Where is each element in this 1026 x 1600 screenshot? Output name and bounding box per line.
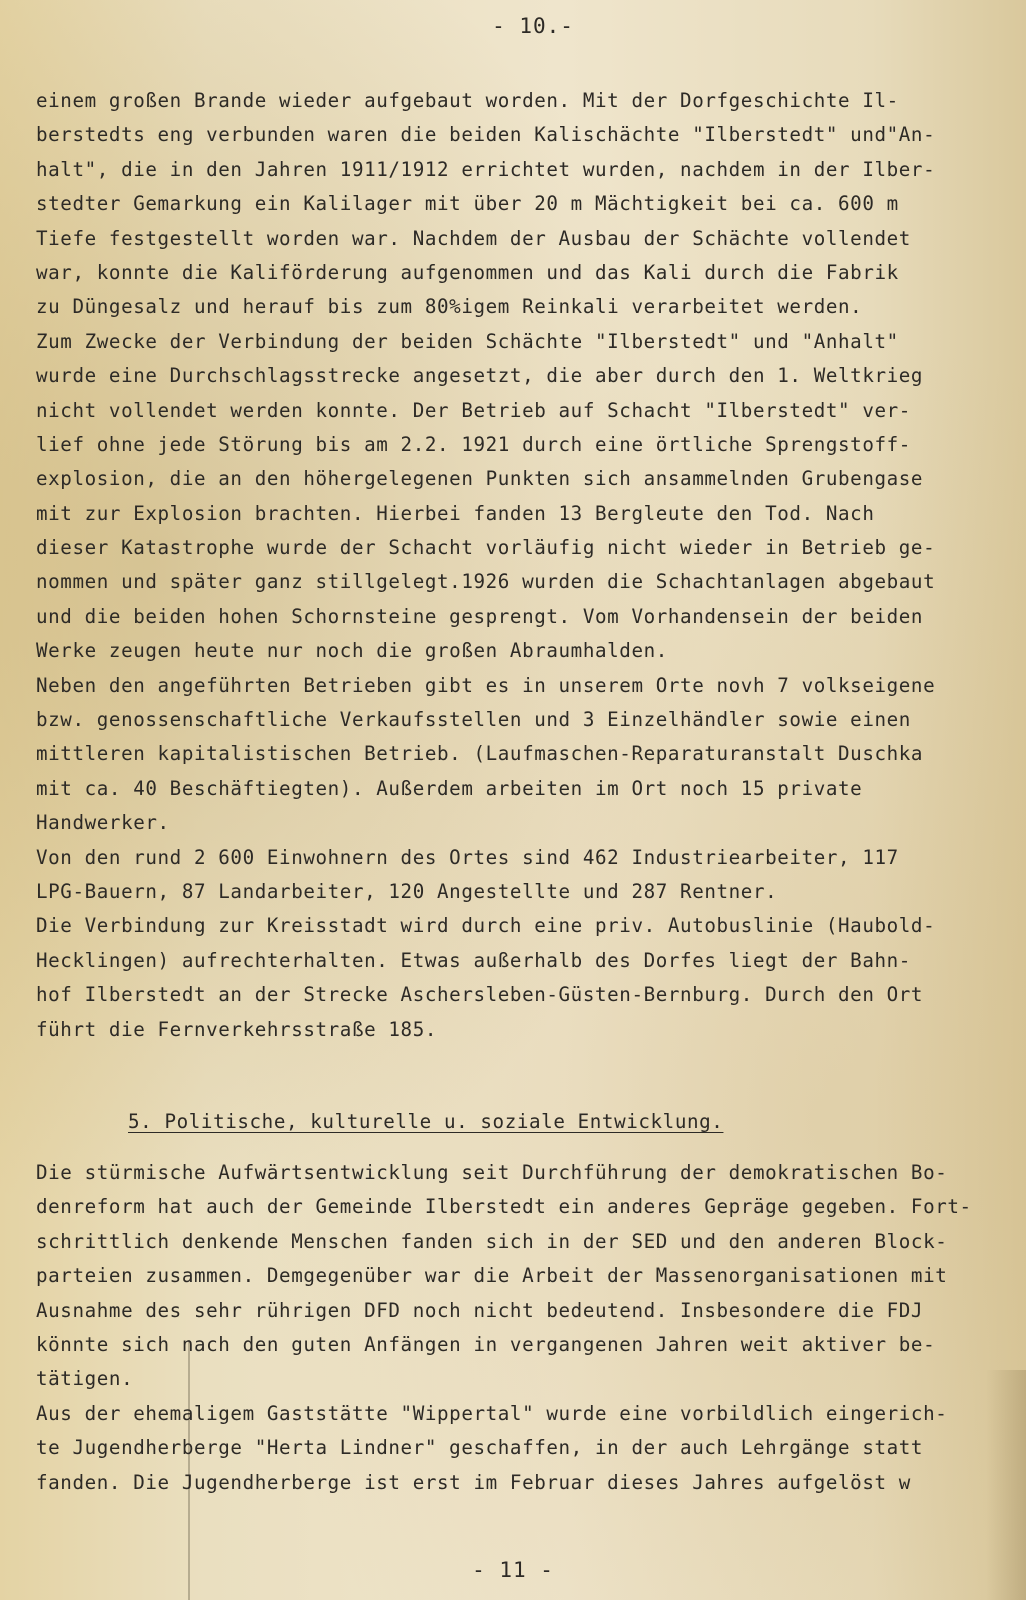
text-line: Von den rund 2 600 Einwohnern des Ortes sind 462 Industriearbeiter, 117 <box>36 845 899 869</box>
text-line: Zum Zwecke der Verbindung der beiden Schächte "Ilberstedt" und "Anhalt" <box>36 329 899 353</box>
section-heading: 5. Politische, kulturelle u. soziale Entwicklung. <box>128 1110 724 1133</box>
text-line: mit zur Explosion brachten. Hierbei fanden 13 Bergleute den Tod. Nach <box>36 501 875 525</box>
text-line: könnte sich nach den guten Anfängen in vergangenen Jahren weit aktiver be- <box>36 1332 936 1356</box>
text-line: parteien zusammen. Demgegenüber war die Arbeit der Massenorganisationen mit <box>36 1264 948 1288</box>
text-line: und die beiden hohen Schornsteine gesprengt. Vom Vorhandensein der beiden <box>36 604 924 628</box>
text-line: LPG-Bauern, 87 Landarbeiter, 120 Angestellte und 287 Rentner. <box>36 879 778 903</box>
section1-paragraph <box>36 84 981 1047</box>
text-line: dieser Katastrophe wurde der Schacht vorläufig nicht wieder in Betrieb ge- <box>36 536 936 560</box>
text-line: Ausnahme des sehr rührigen DFD noch nicht bedeutend. Insbesondere die FDJ <box>36 1298 924 1322</box>
text-line: schrittlich denkende Menschen fanden sich in der SED und den anderen Block- <box>36 1229 948 1253</box>
text-line: Werke zeugen heute nur noch die großen Abraumhalden. <box>36 639 668 663</box>
text-line: nommen und später ganz stillgelegt.1926 wurden die Schachtanlagen abgebaut <box>36 570 936 594</box>
text-line: lief ohne jede Störung bis am 2.2. 1921 durch eine örtliche Sprengstoff- <box>36 432 911 456</box>
text-line: Handwerker. <box>36 811 170 835</box>
text-line: stedter Gemarkung ein Kalilager mit über 20 m Mächtigkeit bei ca. 600 m <box>36 192 899 216</box>
text-line: Hecklingen) aufrechterhalten. Etwas außerhalb des Dorfes liegt der Bahn- <box>36 948 911 972</box>
page-number-bottom: - 11 - <box>472 1558 554 1582</box>
text-line: Die Verbindung zur Kreisstadt wird durch eine priv. Autobuslinie (Haubold- <box>36 914 936 938</box>
text-line: denreform hat auch der Gemeinde Ilberstedt ein anderes Gepräge gegeben. Fort- <box>36 1195 972 1219</box>
text-line: war, konnte die Kaliförderung aufgenommen und das Kali durch die Fabrik <box>36 260 899 284</box>
text-line: te Jugendherberge "Herta Lindner" geschaffen, in der auch Lehrgänge statt <box>36 1436 924 1460</box>
text-line: explosion, die an den höhergelegenen Punkten sich ansammelnden Grubengase <box>36 467 924 491</box>
text-line: halt", die in den Jahren 1911/1912 errichtet wurden, nachdem in der Ilber- <box>36 157 936 181</box>
text-line: mit ca. 40 Beschäftiegten). Außerdem arbeiten im Ort noch 15 private <box>36 776 863 800</box>
text-line: berstedts eng verbunden waren die beiden Kalischächte "Ilberstedt" und"An- <box>36 123 936 147</box>
page-number-top: - 10.- <box>492 14 574 38</box>
section2-paragraph <box>36 1156 981 1500</box>
text-line: Aus der ehemaligem Gaststätte "Wippertal" wurde eine vorbildlich eingerich- <box>36 1401 948 1425</box>
text-line: tätigen. <box>36 1367 134 1391</box>
text-line: bzw. genossenschaftliche Verkaufsstellen und 3 Einzelhändler sowie einen <box>36 708 911 732</box>
text-line: hof Ilberstedt an der Strecke Aschersleben-Güsten-Bernburg. Durch den Ort <box>36 983 924 1007</box>
text-line: einem großen Brande wieder aufgebaut worden. Mit der Dorfgeschichte Il- <box>36 89 899 112</box>
text-line: nicht vollendet werden konnte. Der Betrieb auf Schacht "Ilberstedt" ver- <box>36 398 911 422</box>
text-line: fanden. Die Jugendherberge ist erst im Februar dieses Jahres aufgelöst w <box>36 1470 911 1494</box>
text-line: wurde eine Durchschlagsstrecke angesetzt, die aber durch den 1. Weltkrieg <box>36 364 924 388</box>
text-line: Neben den angeführten Betrieben gibt es in unserem Orte novh 7 volkseigene <box>36 673 936 697</box>
text-line: Tiefe festgestellt worden war. Nachdem der Ausbau der Schächte vollendet <box>36 226 911 250</box>
text-line: mittleren kapitalistischen Betrieb. (Laufmaschen-Reparaturanstalt Duschka <box>36 742 924 766</box>
text-line: führt die Fernverkehrsstraße 185. <box>36 1017 438 1041</box>
text-line: Die stürmische Aufwärtsentwicklung seit Durchführung der demokratischen Bo- <box>36 1161 948 1184</box>
text-line: zu Düngesalz und herauf bis zum 80%igem Reinkali verarbeitet werden. <box>36 295 863 319</box>
